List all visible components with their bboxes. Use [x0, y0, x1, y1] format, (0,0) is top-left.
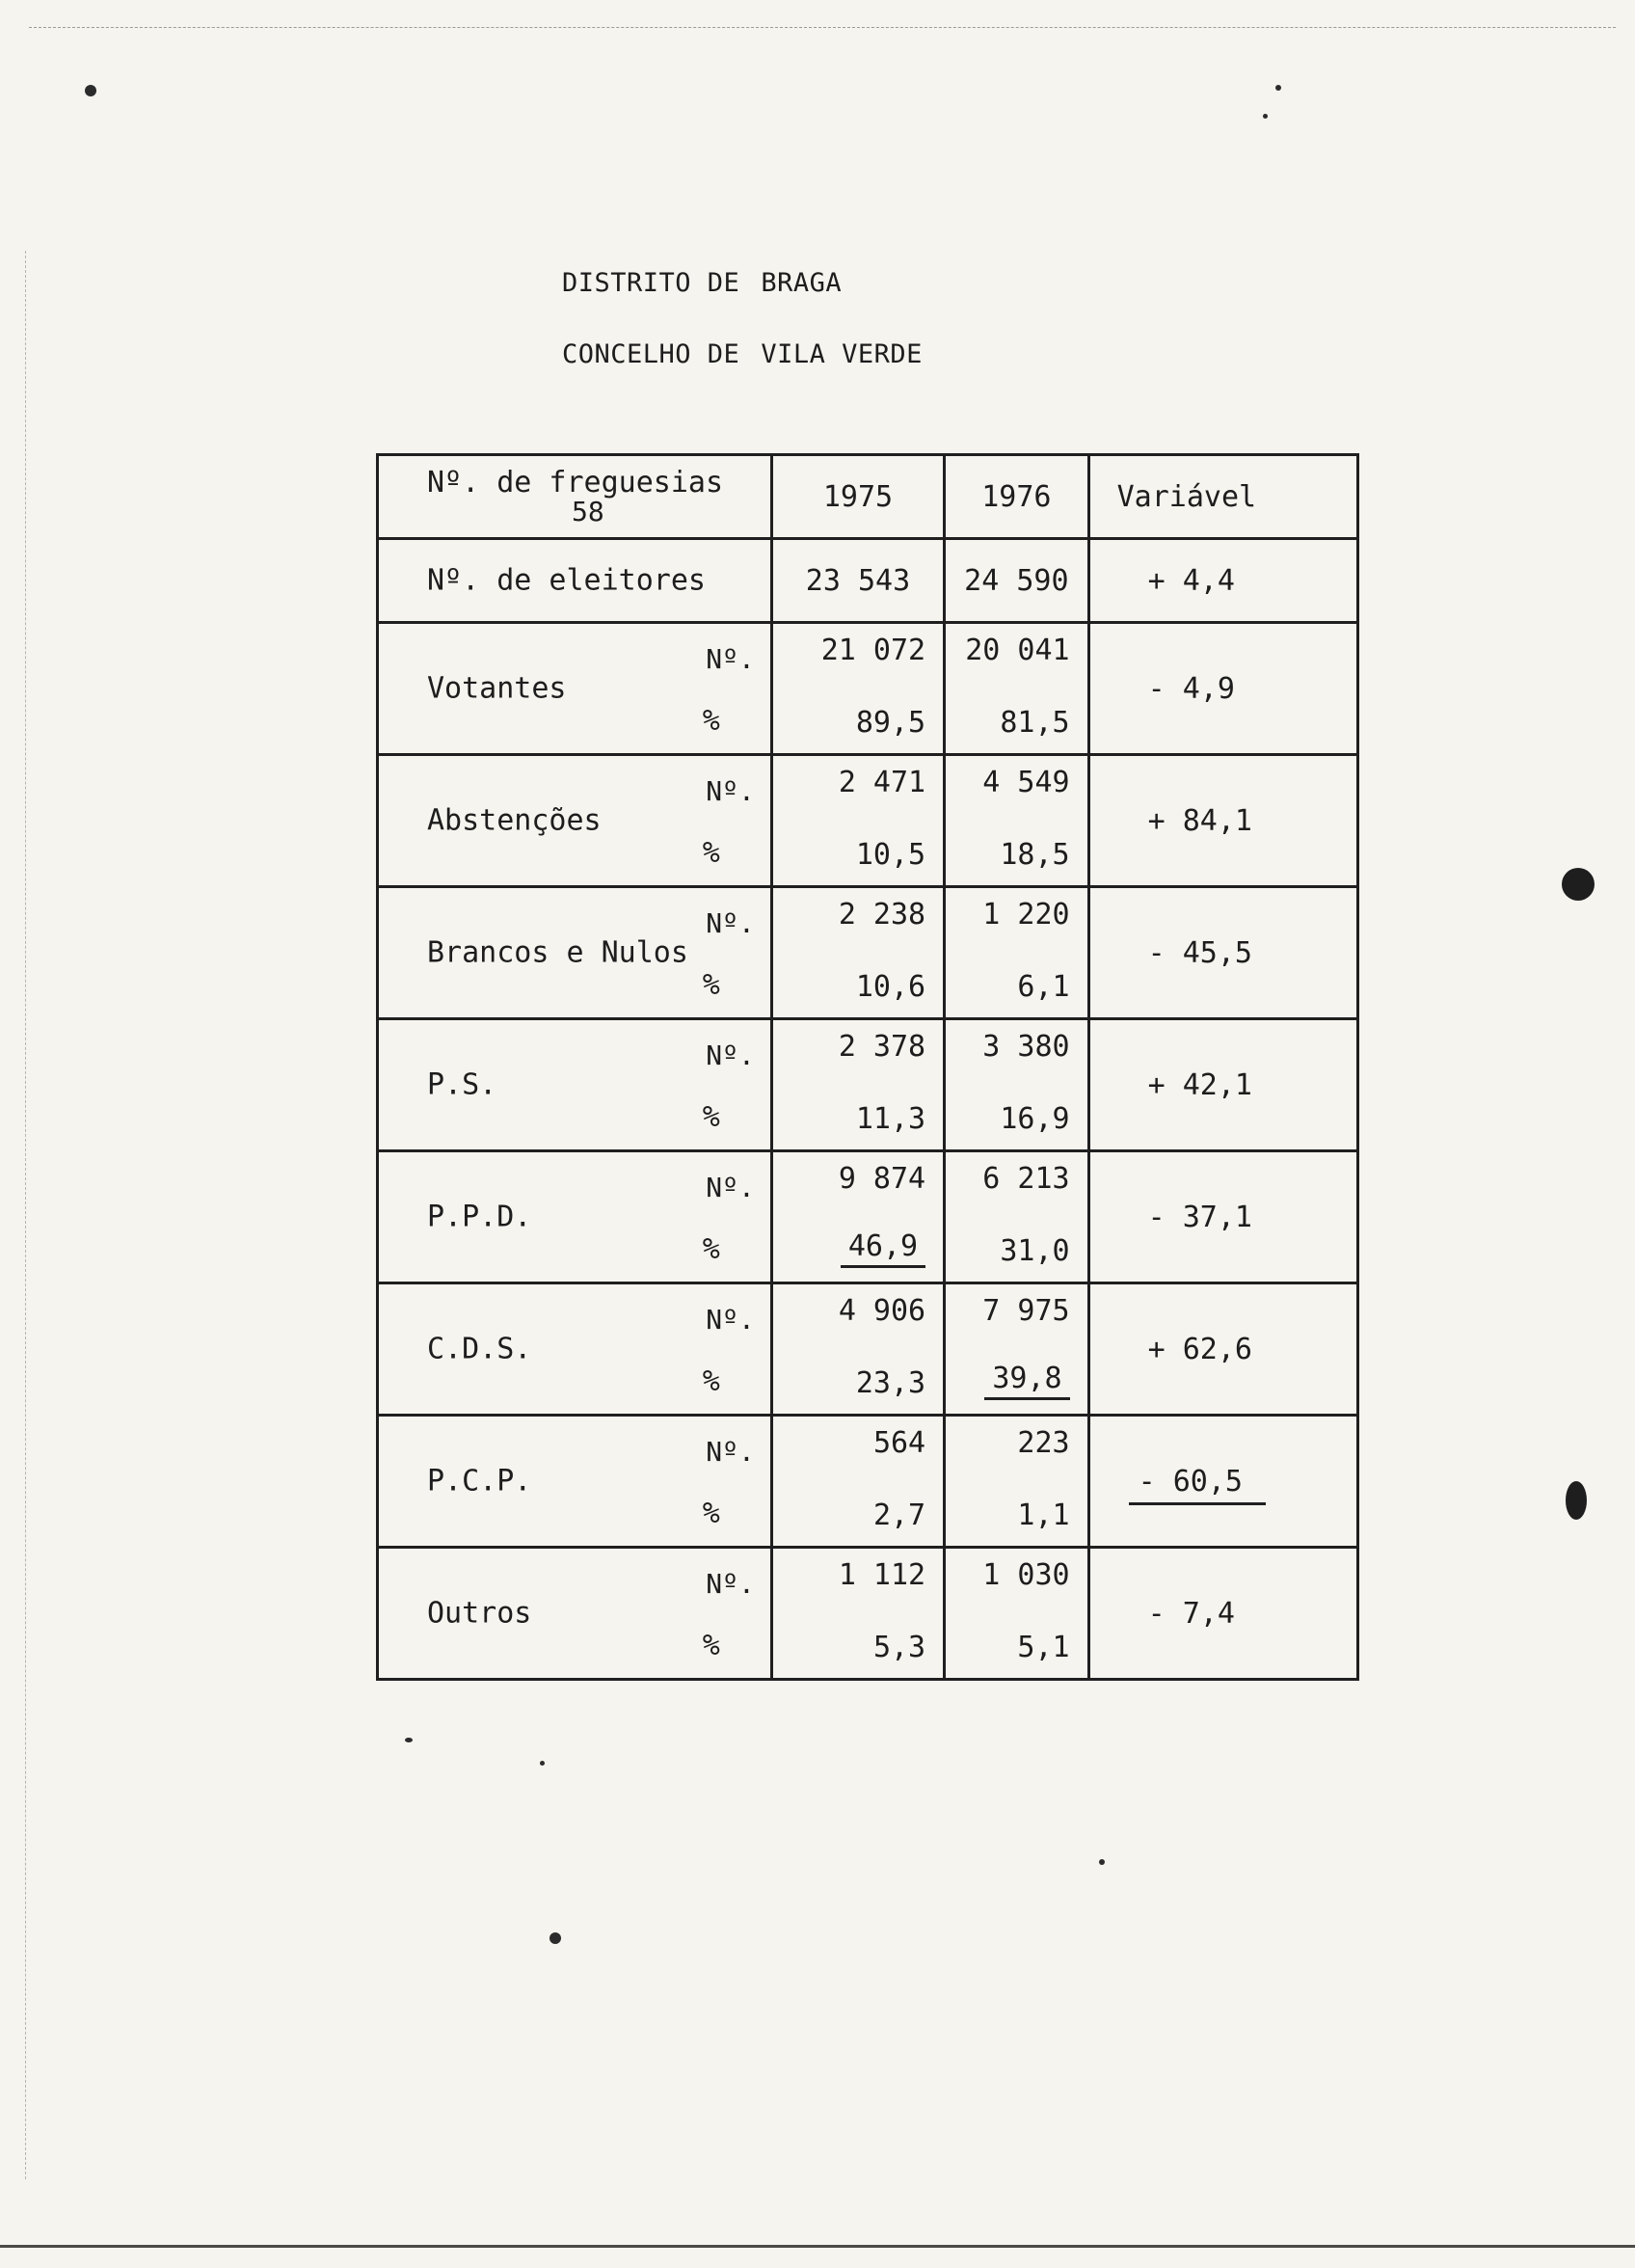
number-1976: 1 220: [982, 898, 1070, 932]
number-1976: 1 030: [982, 1558, 1070, 1592]
percent-1975: 10,6: [855, 970, 926, 1004]
percent-1975: 23,3: [855, 1366, 926, 1400]
percent-1975: 2,7: [872, 1498, 926, 1532]
row-label: P.C.P.: [427, 1464, 532, 1498]
row-variation: + 42,1: [1088, 1019, 1357, 1151]
percent-1975: 10,5: [855, 838, 926, 872]
scan-speck: [405, 1738, 413, 1742]
number-1976: 223: [1017, 1426, 1070, 1460]
percent-1975: 11,3: [855, 1102, 926, 1136]
row-1975-cell: [771, 887, 944, 1019]
scan-speck: [1263, 114, 1268, 119]
voters-1976-cell: [945, 539, 1088, 623]
table-row: [378, 1151, 1358, 1283]
row-1975-cell: [771, 1548, 944, 1680]
table-row: [378, 1548, 1358, 1680]
voters-1976: 24 590: [964, 563, 1069, 598]
number-1976: 7 975: [982, 1294, 1070, 1328]
table-row: [378, 1416, 1358, 1548]
voters-row: [378, 539, 1358, 623]
number-unit-label: Nº.: [706, 1568, 755, 1600]
row-label: Brancos e Nulos: [427, 935, 688, 970]
row-variation: - 45,5: [1088, 887, 1357, 1019]
row-1975-cell: [771, 755, 944, 887]
percent-1976: 81,5: [1000, 706, 1070, 740]
row-label-cell: [378, 623, 772, 755]
percent-unit-label: %: [702, 1629, 720, 1662]
number-1975: 564: [872, 1426, 926, 1460]
row-1975-cell: [771, 1416, 944, 1548]
number-unit-label: Nº.: [706, 643, 755, 675]
row-label-cell: [378, 1019, 772, 1151]
percent-1975: 89,5: [855, 706, 926, 740]
row-1976-cell: [945, 623, 1088, 755]
percent-1976: 5,1: [1017, 1631, 1070, 1664]
page-left-edge: [25, 251, 26, 2179]
voters-1975-cell: [771, 539, 944, 623]
row-label: Abstenções: [427, 803, 602, 838]
table-row: [378, 755, 1358, 887]
row-1975-cell: [771, 1283, 944, 1416]
row-variation-cell: [1088, 1416, 1357, 1548]
scan-speck: [1275, 85, 1281, 91]
row-1975-cell: [771, 1151, 944, 1283]
number-unit-label: Nº.: [706, 775, 755, 807]
number-1975: 2 378: [838, 1030, 926, 1064]
row-label: P.P.D.: [427, 1200, 532, 1234]
percent-1976: 6,1: [1017, 970, 1070, 1004]
table-row: [378, 1019, 1358, 1151]
number-1975: 21 072: [820, 634, 926, 667]
number-unit-label: Nº.: [706, 1172, 755, 1203]
percent-1976: 1,1: [1017, 1498, 1070, 1532]
percent-unit-label: %: [702, 1364, 720, 1398]
row-variation: + 62,6: [1088, 1283, 1357, 1416]
voters-1975: 23 543: [805, 563, 911, 598]
table-row: [378, 887, 1358, 1019]
number-1975: 4 906: [838, 1294, 926, 1328]
municipality-name: VILA VERDE: [761, 339, 923, 369]
binding-hole-mark: [1562, 868, 1595, 901]
row-label: Votantes: [427, 671, 567, 706]
percent-unit-label: %: [702, 836, 720, 870]
number-1976: 4 549: [982, 766, 1070, 799]
percent-1976: 16,9: [1000, 1102, 1070, 1136]
number-unit-label: Nº.: [706, 1304, 755, 1336]
row-1975-cell: [771, 1019, 944, 1151]
municipality-label: CONCELHO DE: [562, 339, 740, 369]
row-variation: - 7,4: [1088, 1548, 1357, 1680]
row-label: P.S.: [427, 1067, 497, 1102]
municipality-heading: [562, 339, 923, 369]
row-1976-cell: [945, 755, 1088, 887]
row-1976-cell: [945, 1416, 1088, 1548]
election-results-table: [376, 453, 1359, 1681]
parishes-label: Nº. de freguesias: [427, 465, 724, 500]
voters-label: Nº. de eleitores: [427, 563, 706, 598]
percent-unit-label: %: [702, 968, 720, 1002]
row-1976-cell: [945, 887, 1088, 1019]
percent-1975: 5,3: [872, 1631, 926, 1664]
voters-label-cell: [378, 539, 772, 623]
scan-speck: [540, 1761, 545, 1766]
voters-variation: + 4,4: [1088, 539, 1357, 623]
table-row: [378, 623, 1358, 755]
percent-1976: 31,0: [1000, 1234, 1070, 1268]
row-label-cell: [378, 887, 772, 1019]
year-1976-header: 1976: [945, 455, 1088, 539]
row-variation: - 37,1: [1088, 1151, 1357, 1283]
district-label: DISTRITO DE: [562, 268, 740, 298]
page-top-edge: [29, 27, 1616, 28]
row-variation: + 84,1: [1088, 755, 1357, 887]
number-1975: 2 471: [838, 766, 926, 799]
row-label: C.D.S.: [427, 1332, 532, 1366]
number-unit-label: Nº.: [706, 1040, 755, 1071]
scan-speck: [85, 85, 96, 96]
number-unit-label: Nº.: [706, 1436, 755, 1468]
number-1975: 9 874: [838, 1162, 926, 1196]
number-unit-label: Nº.: [706, 907, 755, 939]
number-1976: 20 041: [965, 634, 1070, 667]
row-label-cell: [378, 1283, 772, 1416]
row-variation: - 4,9: [1088, 623, 1357, 755]
table-header-row: [378, 455, 1358, 539]
percent-unit-label: %: [702, 1497, 720, 1530]
district-heading: [562, 268, 842, 298]
scan-speck: [1099, 1859, 1105, 1865]
year-1975-header: 1975: [771, 455, 944, 539]
row-1976-cell: [945, 1019, 1088, 1151]
percent-1975-underlined: 46,9: [841, 1229, 925, 1268]
row-label-cell: [378, 1416, 772, 1548]
row-1976-cell: [945, 1548, 1088, 1680]
district-name: BRAGA: [761, 268, 843, 298]
binding-hole-mark: [1566, 1481, 1587, 1520]
scan-speck: [549, 1932, 561, 1944]
row-label-cell: [378, 1151, 772, 1283]
row-variation-underlined: - 60,5: [1129, 1465, 1266, 1505]
number-1975: 1 112: [838, 1558, 926, 1592]
percent-1976-underlined: 39,8: [984, 1362, 1069, 1400]
table-row: [378, 1283, 1358, 1416]
row-1976-cell: [945, 1151, 1088, 1283]
variation-header: Variável: [1088, 455, 1357, 539]
row-label-cell: [378, 1548, 772, 1680]
row-1975-cell: [771, 623, 944, 755]
percent-1976: 18,5: [1000, 838, 1070, 872]
row-label-cell: [378, 755, 772, 887]
percent-unit-label: %: [702, 704, 720, 738]
number-1976: 3 380: [982, 1030, 1070, 1064]
row-label: Outros: [427, 1596, 532, 1631]
row-1976-cell: [945, 1283, 1088, 1416]
parishes-count: 58: [572, 496, 604, 528]
percent-unit-label: %: [702, 1232, 720, 1266]
number-1976: 6 213: [982, 1162, 1070, 1196]
parishes-header-cell: [378, 455, 772, 539]
number-1975: 2 238: [838, 898, 926, 932]
percent-unit-label: %: [702, 1100, 720, 1134]
page-bottom-edge: [0, 2245, 1635, 2248]
